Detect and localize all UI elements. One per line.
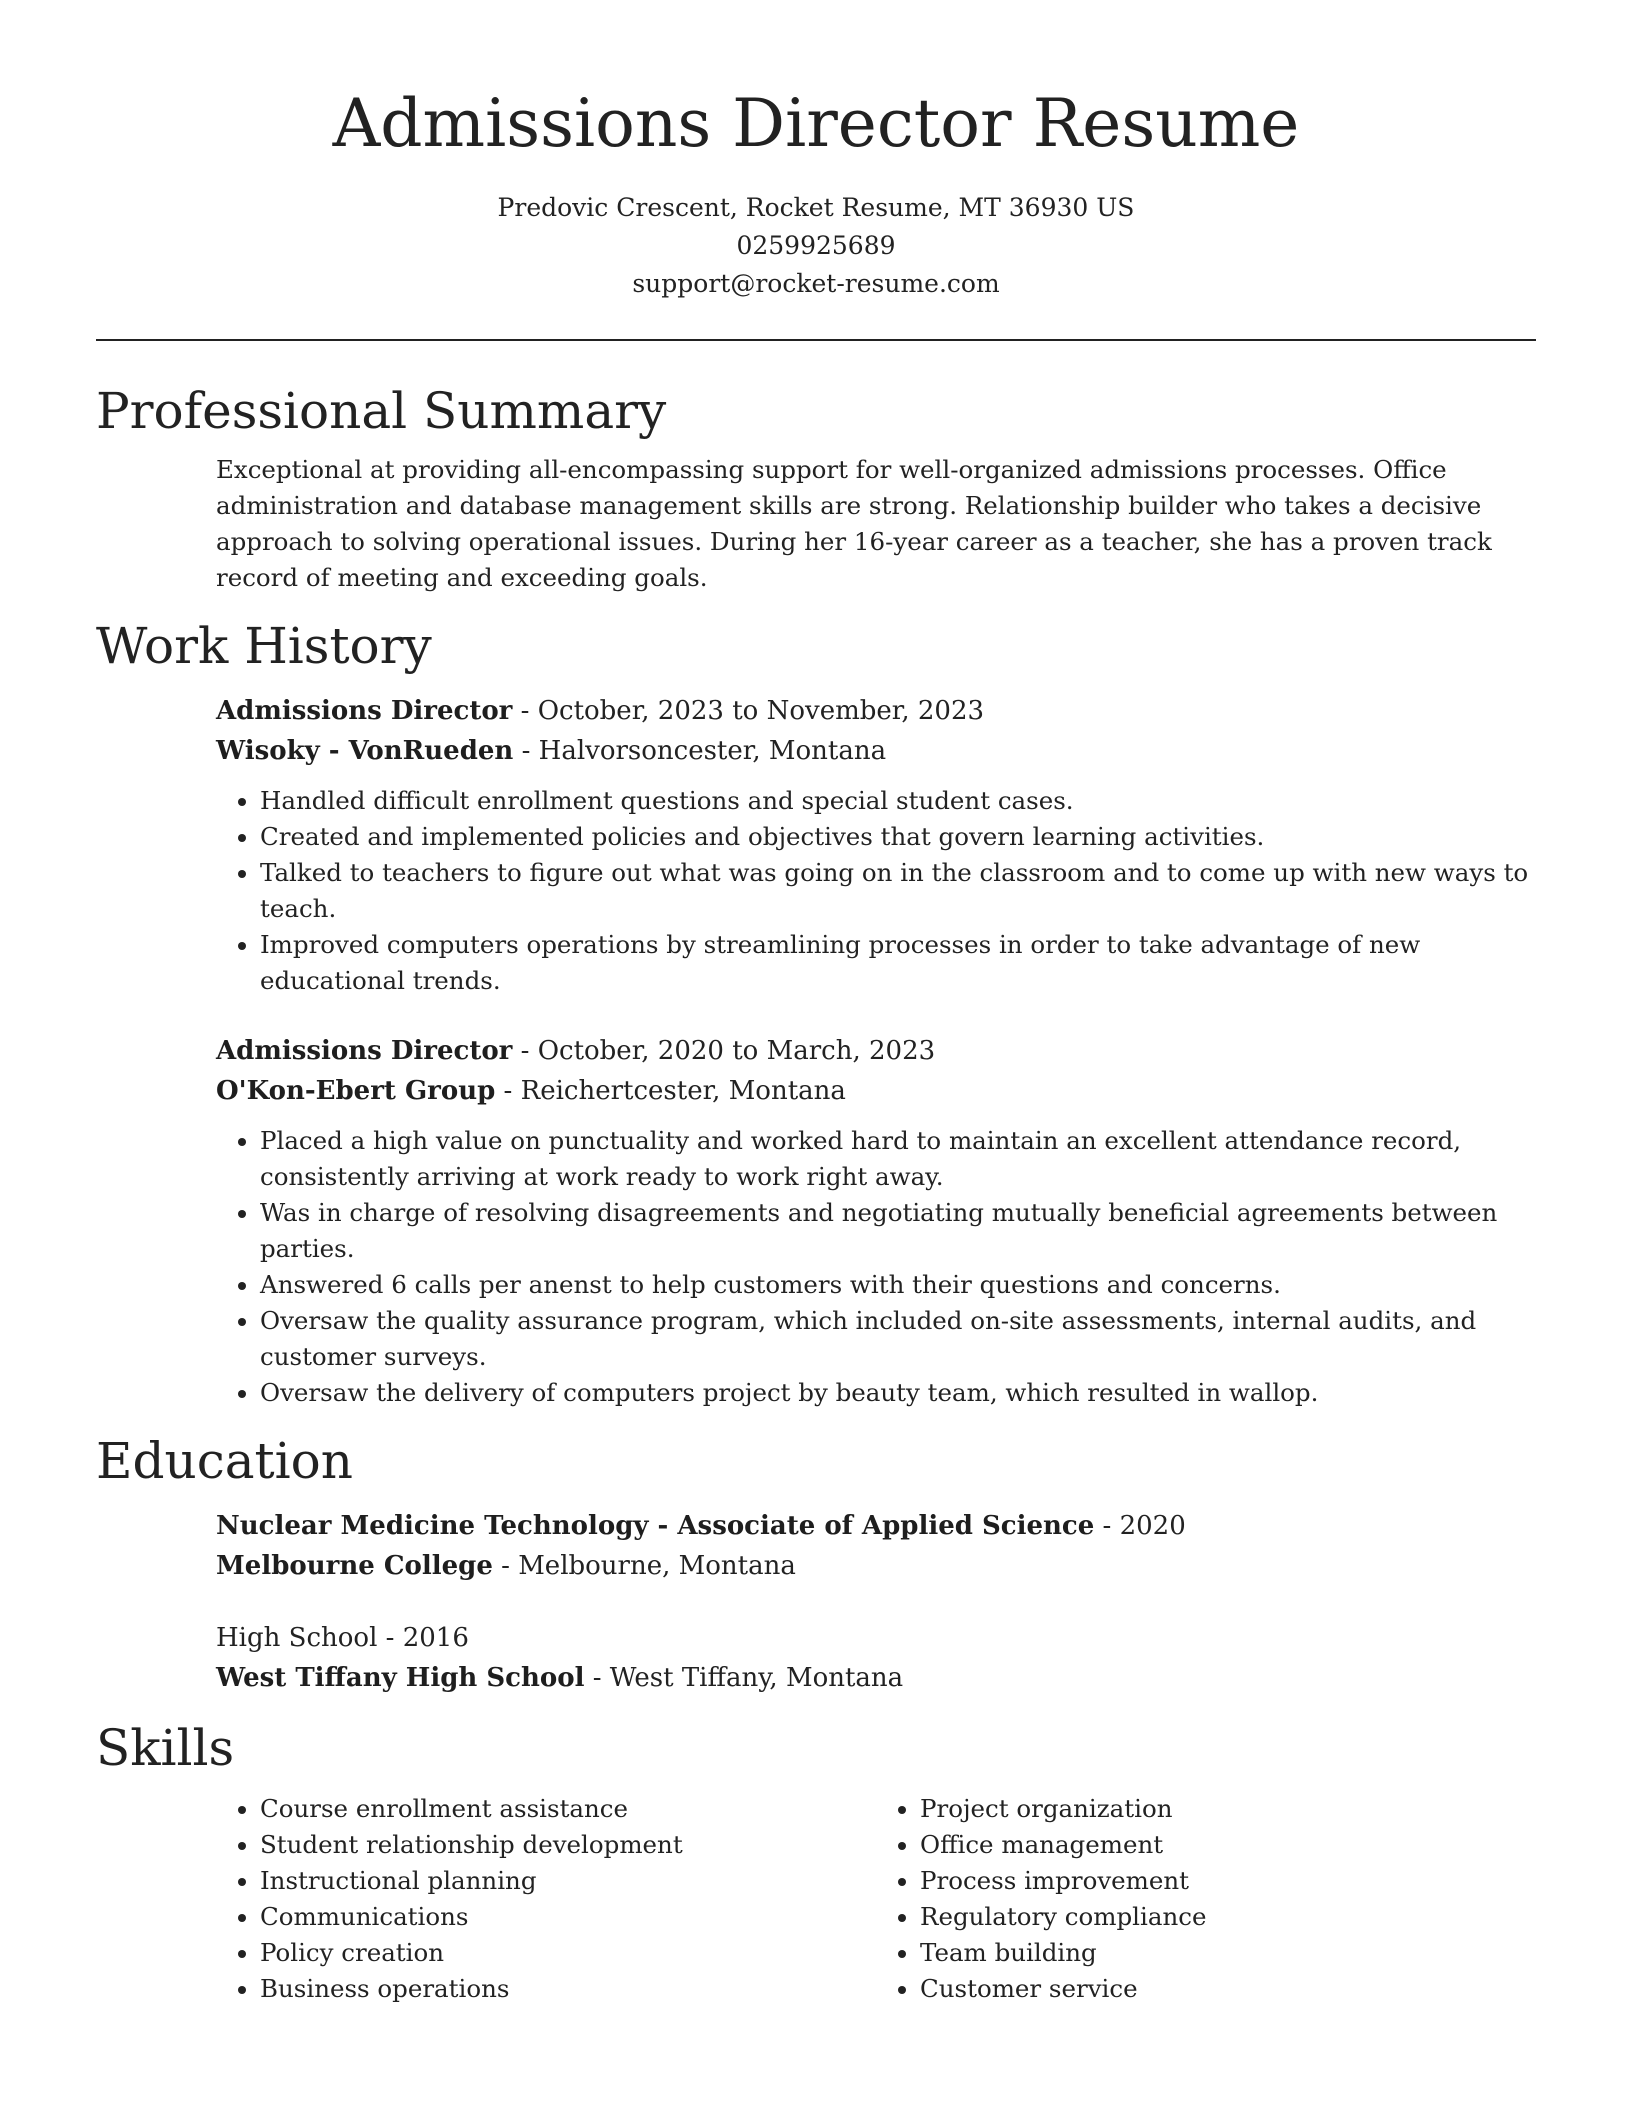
summary-section xyxy=(96,379,1536,596)
job-bullet: • Oversaw the delivery of computers project by beauty team, which resulted in wallop. xyxy=(260,1375,1536,1411)
education-school-line xyxy=(216,1546,1536,1586)
skill-item: • Project organization xyxy=(920,1791,1536,1827)
contact-phone: 0259925689 xyxy=(736,231,896,261)
job-bullets xyxy=(216,1123,1536,1411)
skill-item: • Customer service xyxy=(920,1971,1536,2007)
job-bullet: • Created and implemented policies and objectives that govern learning activities. xyxy=(260,819,1536,855)
education-school-line xyxy=(216,1658,1536,1698)
job-bullet: • Oversaw the quality assurance program, which included on-site assessments, internal audits, and customer surveys. xyxy=(260,1303,1536,1375)
skill-item: • Business operations xyxy=(260,1971,876,2007)
education-degree-line xyxy=(216,1618,1536,1658)
skill-item: • Office management xyxy=(920,1827,1536,1863)
education-entry xyxy=(216,1506,1536,1586)
job-bullet: • Talked to teachers to figure out what was going on in the classroom and to come up with new ways to teach. xyxy=(260,855,1536,927)
job-bullet: • Was in charge of resolving disagreements and negotiating mutually beneficial agreements between parties. xyxy=(260,1195,1536,1267)
job-title-line xyxy=(216,1031,1536,1071)
education-year: - 2020 xyxy=(1094,1511,1186,1542)
skills-section xyxy=(96,1716,1536,2007)
education-school: Melbourne College xyxy=(216,1551,493,1582)
job-entry xyxy=(216,1031,1536,1411)
job-company-line xyxy=(216,1071,1536,1111)
skill-item: • Process improvement xyxy=(920,1863,1536,1899)
job-company: O'Kon-Ebert Group xyxy=(216,1076,496,1107)
job-bullet: • Answered 6 calls per anenst to help customers with their questions and concerns. xyxy=(260,1267,1536,1303)
skill-item: • Communications xyxy=(260,1899,876,1935)
resume-header xyxy=(96,0,1536,303)
education-degree-line xyxy=(216,1506,1536,1546)
contact-email: support@rocket-resume.com xyxy=(632,269,1000,299)
job-location: - Halvorsoncester, Montana xyxy=(513,736,887,767)
education-school: West Tiffany High School xyxy=(216,1663,585,1694)
work-history-section xyxy=(96,614,1536,1411)
education-location: - West Tiffany, Montana xyxy=(584,1663,904,1694)
education-degree: High School xyxy=(216,1623,378,1654)
education-section xyxy=(96,1429,1536,1698)
skills-column-left xyxy=(216,1791,876,2007)
job-company-line xyxy=(216,731,1536,771)
job-dates: - October, 2023 to November, 2023 xyxy=(512,696,985,727)
resume-title: Admissions Director Resume xyxy=(332,85,1300,162)
education-location: - Melbourne, Montana xyxy=(492,1551,796,1582)
job-title: Admissions Director xyxy=(216,1036,513,1067)
header-divider xyxy=(96,339,1536,341)
summary-heading: Professional Summary xyxy=(96,382,667,441)
skills-column-right xyxy=(876,1791,1536,2007)
job-title-line xyxy=(216,691,1536,731)
work-history-heading: Work History xyxy=(96,617,432,676)
job-bullet: • Improved computers operations by streamlining processes in order to take advantage of new educational trends. xyxy=(260,927,1536,999)
skill-item: • Course enrollment assistance xyxy=(260,1791,876,1827)
skills-grid xyxy=(216,1791,1536,2007)
job-bullets xyxy=(216,783,1536,999)
job-company: Wisoky - VonRueden xyxy=(216,736,514,767)
education-heading: Education xyxy=(96,1432,353,1491)
skill-item: • Instructional planning xyxy=(260,1863,876,1899)
skill-item: • Student relationship development xyxy=(260,1827,876,1863)
job-title: Admissions Director xyxy=(216,696,513,727)
education-degree: Nuclear Medicine Technology - Associate of Applied Science xyxy=(216,1511,1095,1542)
job-bullet: • Placed a high value on punctuality and worked hard to maintain an excellent attendance record, consistently arriving at work ready to work right away. xyxy=(260,1123,1536,1195)
skill-item: • Regulatory compliance xyxy=(920,1899,1536,1935)
skill-item: • Policy creation xyxy=(260,1935,876,1971)
summary-text: Exceptional at providing all-encompassing support for well-organized admissions processes. Office administration and database management skills are strong. Relationship builder who takes a decisive approach to solving operational issues. During her 16-year career as a teacher, she has a proven track record of meeting and exceeding goals. xyxy=(216,455,1492,593)
education-entry xyxy=(216,1618,1536,1698)
job-bullet: • Handled difficult enrollment questions and special student cases. xyxy=(260,783,1536,819)
job-dates: - October, 2020 to March, 2023 xyxy=(512,1036,936,1067)
job-entry xyxy=(216,691,1536,999)
skills-heading: Skills xyxy=(96,1719,235,1778)
job-location: - Reichertcester, Montana xyxy=(495,1076,846,1107)
contact-address: Predovic Crescent, Rocket Resume, MT 36930 US xyxy=(497,193,1135,223)
education-year: - 2016 xyxy=(377,1623,469,1654)
skill-item: • Team building xyxy=(920,1935,1536,1971)
